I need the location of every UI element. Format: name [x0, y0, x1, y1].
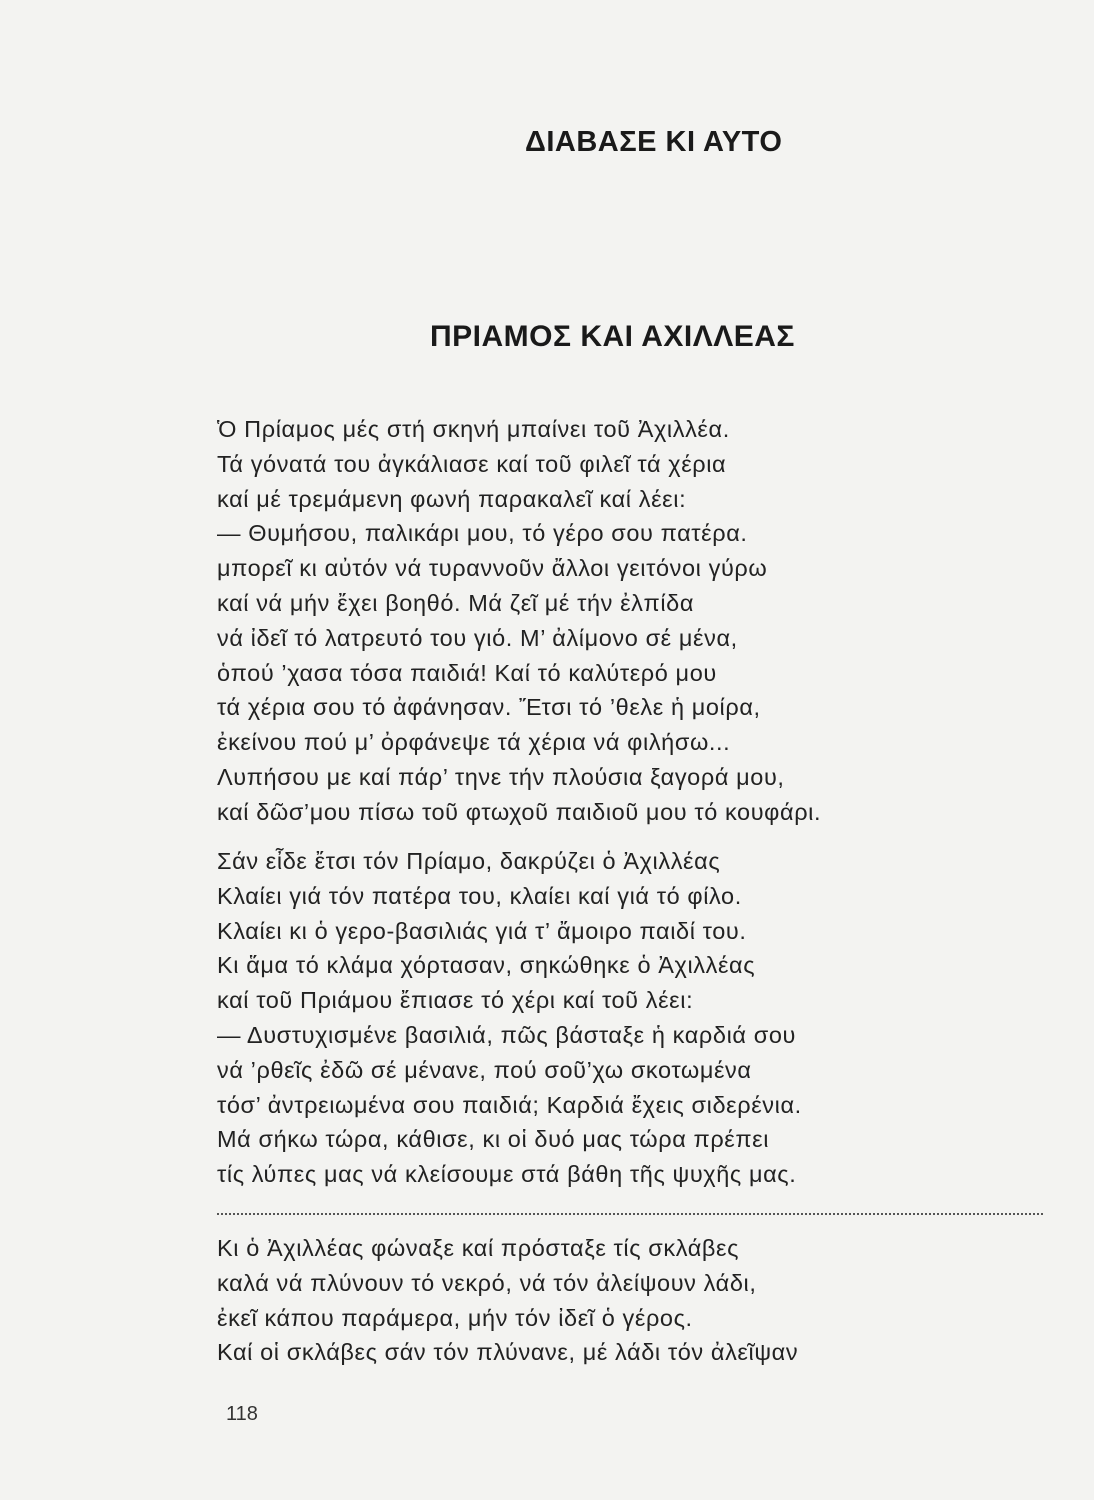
poem-line: Κλαίει γιά τόν πατέρα του, κλαίει καί γιά τό φίλο. [217, 882, 742, 909]
poem-line: καί τοῦ Πριάμου ἔπιασε τό χέρι καί τοῦ λέει: [217, 987, 694, 1014]
poem-line: νά ἰδεῖ τό λατρευτό του γιό. Μ’ ἀλίμονο σέ μένα, [217, 624, 738, 651]
poem-line: Καί οἱ σκλάβες σάν τόν πλύνανε, μέ λάδι τόν ἀλεῖψαν [217, 1339, 799, 1366]
poem-line: τά χέρια σου τό ἀφάνησαν. Ἔτσι τό ’θελε ἡ μοίρα, [217, 694, 761, 721]
poem-line: Σάν εἶδε ἔτσι τόν Πρίαμο, δακρύζει ὁ Ἀχιλλέας [217, 848, 721, 874]
poem-line: Τά γόνατά του ἀγκάλιασε καί τοῦ φιλεῖ τά χέρια [217, 450, 727, 477]
poem-line: — Δυστυχισμένε βασιλιά, πῶς βάσταξε ἡ καρδιά σου [217, 1021, 796, 1048]
page-number: 118 [226, 1403, 258, 1425]
section-heading: ΔΙΑΒΑΣΕ ΚΙ ΑΥΤΟ [525, 126, 783, 158]
poem-line: ἐκεῖ κάπου παράμερα, μήν τόν ἰδεῖ ὁ γέρος. [217, 1304, 693, 1331]
poem-line: νά ’ρθεῖς ἐδῶ σέ μένανε, πού σοῦ’χω σκοτωμένα [217, 1056, 752, 1083]
dotted-divider [217, 1213, 1043, 1215]
poem-line: τόσ’ ἀντρειωμένα σου παιδιά; Καρδιά ἔχεις σιδερένια. [217, 1091, 802, 1118]
stanza-3 [217, 1231, 1057, 1370]
poem-line: Λυπήσου με καί πάρ’ τηνε τήν πλούσια ξαγορά μου, [217, 763, 785, 790]
poem-line: ὁπού ’χασα τόσα παιδιά! Καί τό καλύτερό μου [217, 659, 717, 686]
stanza-1 [217, 412, 1057, 830]
poem-line: Κι ἅμα τό κλάμα χόρτασαν, σηκώθηκε ὁ Ἀχιλλέας [217, 952, 756, 979]
stanza-2 [217, 844, 1057, 1192]
poem-line: — Θυμήσου, παλικάρι μου, τό γέρο σου πατέρα. [217, 520, 748, 547]
poem-line: καί νά μήν ἔχει βοηθό. Μά ζεῖ μέ τήν ἐλπίδα [217, 589, 695, 616]
poem-line: καί δῶσ’μου πίσω τοῦ φτωχοῦ παιδιοῦ μου τό κουφάρι. [217, 798, 822, 825]
poem-line: ἐκείνου πού μ’ ὀρφάνεψε τά χέρια νά φιλήσω... [217, 729, 731, 756]
poem-line: καί μέ τρεμάμενη φωνή παρακαλεῖ καί λέει: [217, 485, 687, 512]
poem-line: Κλαίει κι ὁ γερο-βασιλιάς γιά τ’ ἄμοιρο παιδί του. [217, 917, 747, 944]
poem-title: ΠΡΙΑΜΟΣ ΚΑΙ ΑΧΙΛΛΕΑΣ [430, 320, 795, 353]
poem-line: Κι ὁ Ἀχιλλέας φώναξε καί πρόσταξε τίς σκλάβες [217, 1235, 740, 1261]
poem-line: καλά νά πλύνουν τό νεκρό, νά τόν ἀλείψουν λάδι, [217, 1269, 757, 1296]
poem-line: τίς λύπες μας νά κλείσουμε στά βάθη τῆς ψυχῆς μας. [217, 1161, 797, 1188]
poem-line: Μά σήκω τώρα, κάθισε, κι οἱ δυό μας τώρα πρέπει [217, 1126, 770, 1153]
poem-line: Ὁ Πρίαμος μές στή σκηνή μπαίνει τοῦ Ἀχιλλέα. [217, 416, 730, 442]
poem-line: μπορεῖ κι αὐτόν νά τυραννοῦν ἄλλοι γειτόνοι γύρω [217, 555, 768, 582]
